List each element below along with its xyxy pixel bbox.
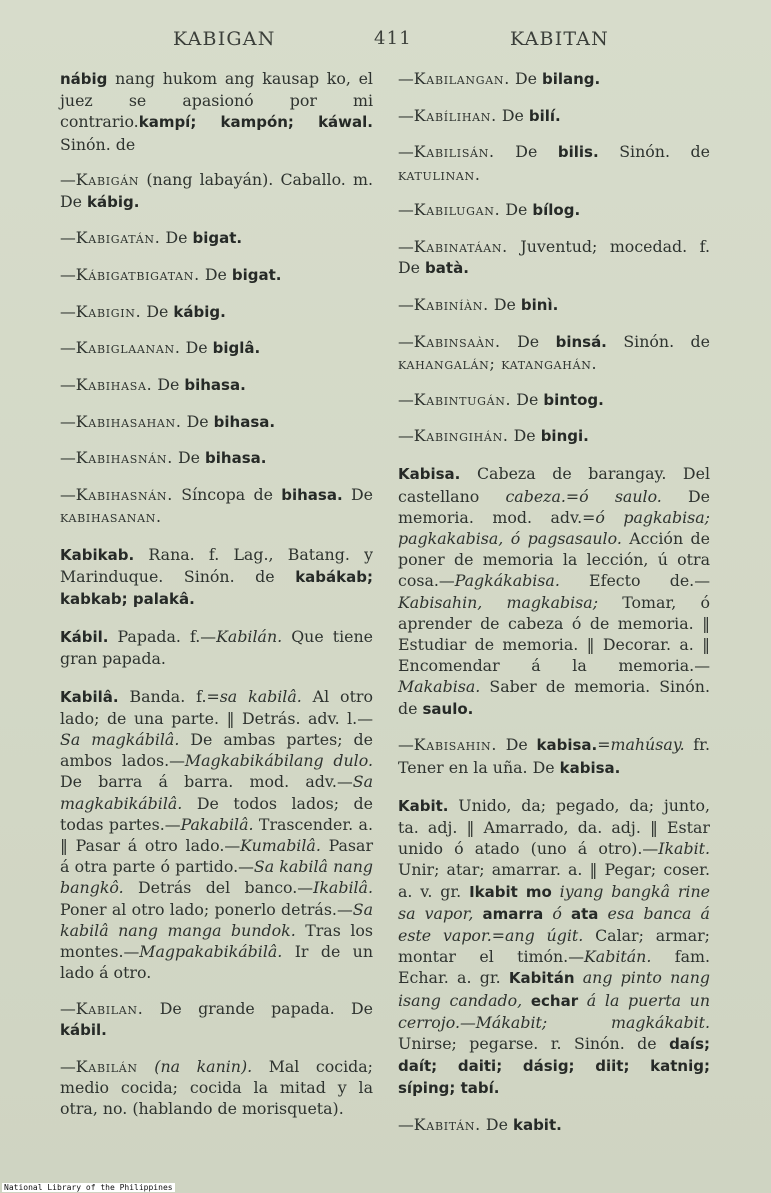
entry-synonym: kabihasanan. <box>60 507 162 527</box>
right-column <box>398 68 710 1136</box>
entry-definition: De <box>500 331 556 351</box>
entry-headword: Kabilisán. <box>413 142 495 162</box>
running-head-left: KABIGAN <box>173 28 276 50</box>
entry-dash: — <box>60 375 76 395</box>
entry-root: bilí. <box>528 106 561 125</box>
entry-headword: Kabílihan. <box>413 105 497 125</box>
dictionary-entry <box>60 626 373 669</box>
entry-definition: De <box>180 338 213 358</box>
dictionary-entry <box>398 734 710 778</box>
entry-definition: De <box>500 200 533 220</box>
entry-headword: Kabigán <box>75 170 140 190</box>
entry-definition: Que tiene gran papada. <box>60 627 373 669</box>
entry-dash: — <box>398 200 414 220</box>
entry-headword: Kabihasnán. <box>75 485 173 505</box>
entry-dash: — <box>60 338 76 358</box>
entry-definition: Sinón. de <box>60 134 136 154</box>
page-number: 411 <box>374 28 412 49</box>
dictionary-entry <box>398 331 710 374</box>
entry-headword: Kabitán. <box>413 1115 481 1135</box>
entry-headword: Kabilán <box>75 1056 138 1076</box>
dictionary-entry <box>398 1114 710 1136</box>
dictionary-entry <box>60 227 373 249</box>
entry-root: kábig. <box>173 302 226 321</box>
dictionary-entry <box>60 1056 373 1120</box>
dictionary-entry <box>60 544 373 611</box>
entry-dash: — <box>60 264 76 284</box>
dictionary-entry <box>398 463 710 719</box>
entry-root: kabisa. <box>559 758 621 777</box>
dictionary-entry <box>398 795 710 1100</box>
entry-headword: Kabiglaanan. <box>75 338 181 358</box>
entry-definition: Sinón. de <box>598 142 710 162</box>
entry-root: binsá. <box>555 332 607 351</box>
entry-dash: — <box>398 294 414 314</box>
entry-definition: (nang labayán). Caballo. m. De <box>60 170 373 211</box>
entry-definition: Síncopa de <box>172 485 282 505</box>
entry-root: bihasa. <box>213 412 276 431</box>
dictionary-entry <box>60 374 373 396</box>
entry-dash: — <box>60 998 76 1018</box>
entry-dash: — <box>60 1056 76 1076</box>
entry-headword: Kabigin. <box>75 301 142 321</box>
dictionary-entry <box>398 199 710 221</box>
entry-headword: Kabit. <box>398 796 449 815</box>
dictionary-entry <box>60 337 373 359</box>
entry-dash: — <box>60 301 76 321</box>
entry-definition: Rana. f. Lag., Batang. y Marinduque. Sinón. de <box>60 544 373 586</box>
dictionary-entry <box>60 686 373 984</box>
entry-root: biglâ. <box>212 339 261 358</box>
entry-headword: Kabiníàn. <box>413 294 489 314</box>
entry-headword: Kabintugán. <box>413 389 512 409</box>
entry-dash: — <box>60 170 76 190</box>
entry-headword: Kabikab. <box>60 545 135 564</box>
entry-definition: De <box>494 142 558 162</box>
entry-root: kampí; kampón; káwal. <box>138 113 373 132</box>
entry-headword: Kabisahin. <box>413 735 498 755</box>
entry-dash: — <box>398 105 414 125</box>
entry-root: bingi. <box>540 427 589 446</box>
entry-headword: Kabihasa. <box>75 375 153 395</box>
entry-definition: fr. Tener en la uña. De <box>398 735 710 777</box>
entry-root: bihasa. <box>205 449 267 468</box>
entry-definition: De <box>508 426 541 446</box>
library-footer: National Library of the Philippines <box>4 1183 173 1192</box>
dictionary-entry <box>398 236 710 279</box>
entry-definition: Unido, da; pegado, da; junto, ta. adj. ‖ Amarrado, da. adj. ‖ Estar unido ó atado (uno á otro).—Ikabit. Unir; atar; amarrar. a. ‖ Pegar; coser. a. v. gr. Ikabit mo iyang bangkâ rine sa vapor, amarra ó ata esa banca á este vapor.=ang úgit. Calar; armar; montar el timón.—Kabitán. fam. Echar. a. gr. Kabitán ang pinto nang isang candado, echar á la puerta un cerrojo.—Mákabit; magkákabit. Unirse; pegarse. r. Sinón. de daís; daít; daiti; dásig; diit; katnig; síping; tabí. <box>398 795 711 1098</box>
dictionary-entry <box>60 411 373 433</box>
entry-headword: nábig <box>60 70 108 88</box>
entry-headword: Kabilâ. <box>60 687 119 706</box>
entry-definition: De <box>511 389 544 409</box>
entry-definition: De <box>496 105 529 125</box>
dictionary-entry <box>398 141 710 184</box>
entry-example: =mahúsay. <box>597 735 685 755</box>
entry-definition: Cabeza de barangay. Del castellano cabeza.=ó saulo. De memoria. mod. adv.=ó pagkabisa; pagkakabisa, ó pagsasaulo. Acción de poner de memoria la lección, ú otra cosa.—Pagkákabisa. Efecto de.—Kabisahin, magkabisa; Tomar, ó aprender de cabeza ó de memoria. ‖ Estudiar de memoria. ‖ Decorar. a. ‖ Encomendar á la memoria.—Makabisa. Saber de memoria. Sinón. de saulo. <box>398 464 711 718</box>
entry-root: kábil. <box>60 1021 107 1040</box>
entry-dash: — <box>398 426 414 446</box>
entry-dash: — <box>60 411 76 431</box>
entry-definition: De <box>509 69 542 88</box>
entry-headword: Kábigatbigatan. <box>75 264 200 284</box>
dictionary-entry <box>398 389 710 411</box>
dictionary-entry <box>398 68 710 90</box>
entry-synonym: kahangalán; katangahán. <box>398 353 598 373</box>
entry-dash: — <box>398 69 414 88</box>
entry-root: kabit. <box>512 1116 562 1135</box>
dictionary-entry <box>60 301 373 323</box>
dictionary-entry <box>60 998 373 1041</box>
entry-dash: — <box>398 389 414 409</box>
entry-headword: Kabihasahan. <box>75 411 182 431</box>
entry-root: bilis. <box>557 143 599 162</box>
entry-definition: Banda. f.=sa kabilâ. Al otro lado; de una parte. ‖ Detrás. adv. l.—Sa magkábilâ. De ambas partes; de ambos lados.—Magkabikábilang dulo. De barra á barra. mod. adv.—Sa magkabikábilâ. De todos lados; de todas partes.—Pakabilâ. Trascender. a. ‖ Pasar á otro lado.—Kumabilâ. Pasar á otra parte ó partido.—Sa kabilâ nang bangkô. Detrás del banco.—Ikabilâ. Poner al otro lado; ponerlo detrás.—Sa kabilâ nang manga bundok. Tras los montes.—Magpakabikábilâ. Ir de un lado á otro. <box>60 686 373 983</box>
dictionary-entry <box>398 294 710 316</box>
dictionary-entry <box>60 264 373 286</box>
entry-dash: — <box>60 228 76 248</box>
entry-headword: Kabilugan. <box>413 200 501 220</box>
entry-headword: Kabilangan. <box>413 69 510 88</box>
entry-definition: De <box>172 448 206 468</box>
entry-dash: — <box>60 448 76 468</box>
entry-definition: De <box>497 735 537 755</box>
entry-example: (na kanin). <box>137 1056 253 1076</box>
entry-definition: De <box>141 301 174 321</box>
dictionary-entry <box>60 447 373 469</box>
entry-synonym: katulinan. <box>398 164 481 184</box>
entry-headword: Kabilan. <box>75 998 144 1018</box>
entry-root: bihasa. <box>184 376 246 395</box>
dictionary-entry <box>60 484 373 527</box>
entry-definition: nang hukom ang kausap ko, el juez se apasionó por mi contrario. <box>60 69 373 132</box>
entry-dash: — <box>398 237 414 257</box>
entry-root: kabisa. <box>536 736 598 755</box>
entry-headword: Kabigatán. <box>75 228 161 248</box>
entry-headword: Kabinsaàn. <box>413 331 501 351</box>
entry-headword: Kabingihán. <box>413 426 509 446</box>
entry-headword: Kabinatáan. <box>413 237 508 257</box>
entry-definition: Mal cocida; medio cocida; cocida la mitad y la otra, no. (hablando de morisqueta). <box>60 1056 373 1119</box>
entry-headword: Kabihasnán. <box>75 448 173 468</box>
dictionary-entry <box>398 105 710 127</box>
entry-root: bílog. <box>532 201 581 220</box>
entry-headword: Kábil. <box>60 628 109 647</box>
entry-dash: — <box>398 142 414 162</box>
running-head-right: KABITAN <box>510 28 609 50</box>
dictionary-entry <box>60 169 373 212</box>
entry-definition: De <box>342 485 373 505</box>
entry-root: bigat. <box>231 265 282 284</box>
entry-definition: Papada. f.— <box>108 627 217 647</box>
dictionary-entry <box>60 68 373 155</box>
entry-root: bilang. <box>541 70 601 88</box>
entry-root: kábig. <box>87 192 140 211</box>
entry-root: binì. <box>520 295 559 314</box>
entry-definition: De <box>160 228 193 248</box>
entry-definition: De <box>181 411 214 431</box>
entry-root: batà. <box>425 259 469 278</box>
entry-root: bigat. <box>192 229 243 248</box>
entry-definition: Sinón. de <box>606 331 710 351</box>
entry-definition: De <box>152 375 185 395</box>
entry-example: Kabilán. <box>216 627 283 647</box>
entry-root: bintog. <box>543 390 604 409</box>
entry-definition: De <box>199 264 232 284</box>
dictionary-entry <box>398 425 710 447</box>
entry-definition: Juventud; mocedad. f. De <box>398 237 710 278</box>
entry-definition: De <box>488 294 521 314</box>
entry-definition: De <box>480 1115 513 1135</box>
entry-dash: — <box>60 485 76 505</box>
left-column <box>60 68 373 1119</box>
entry-headword: Kabisa. <box>398 465 461 484</box>
entry-root: bihasa. <box>281 486 343 505</box>
entry-dash: — <box>398 735 414 755</box>
entry-dash: — <box>398 331 414 351</box>
entry-dash: — <box>398 1115 414 1135</box>
entry-definition: De grande papada. De <box>143 998 373 1018</box>
entry-root: kabákab; kabkab; palakâ. <box>60 567 373 608</box>
